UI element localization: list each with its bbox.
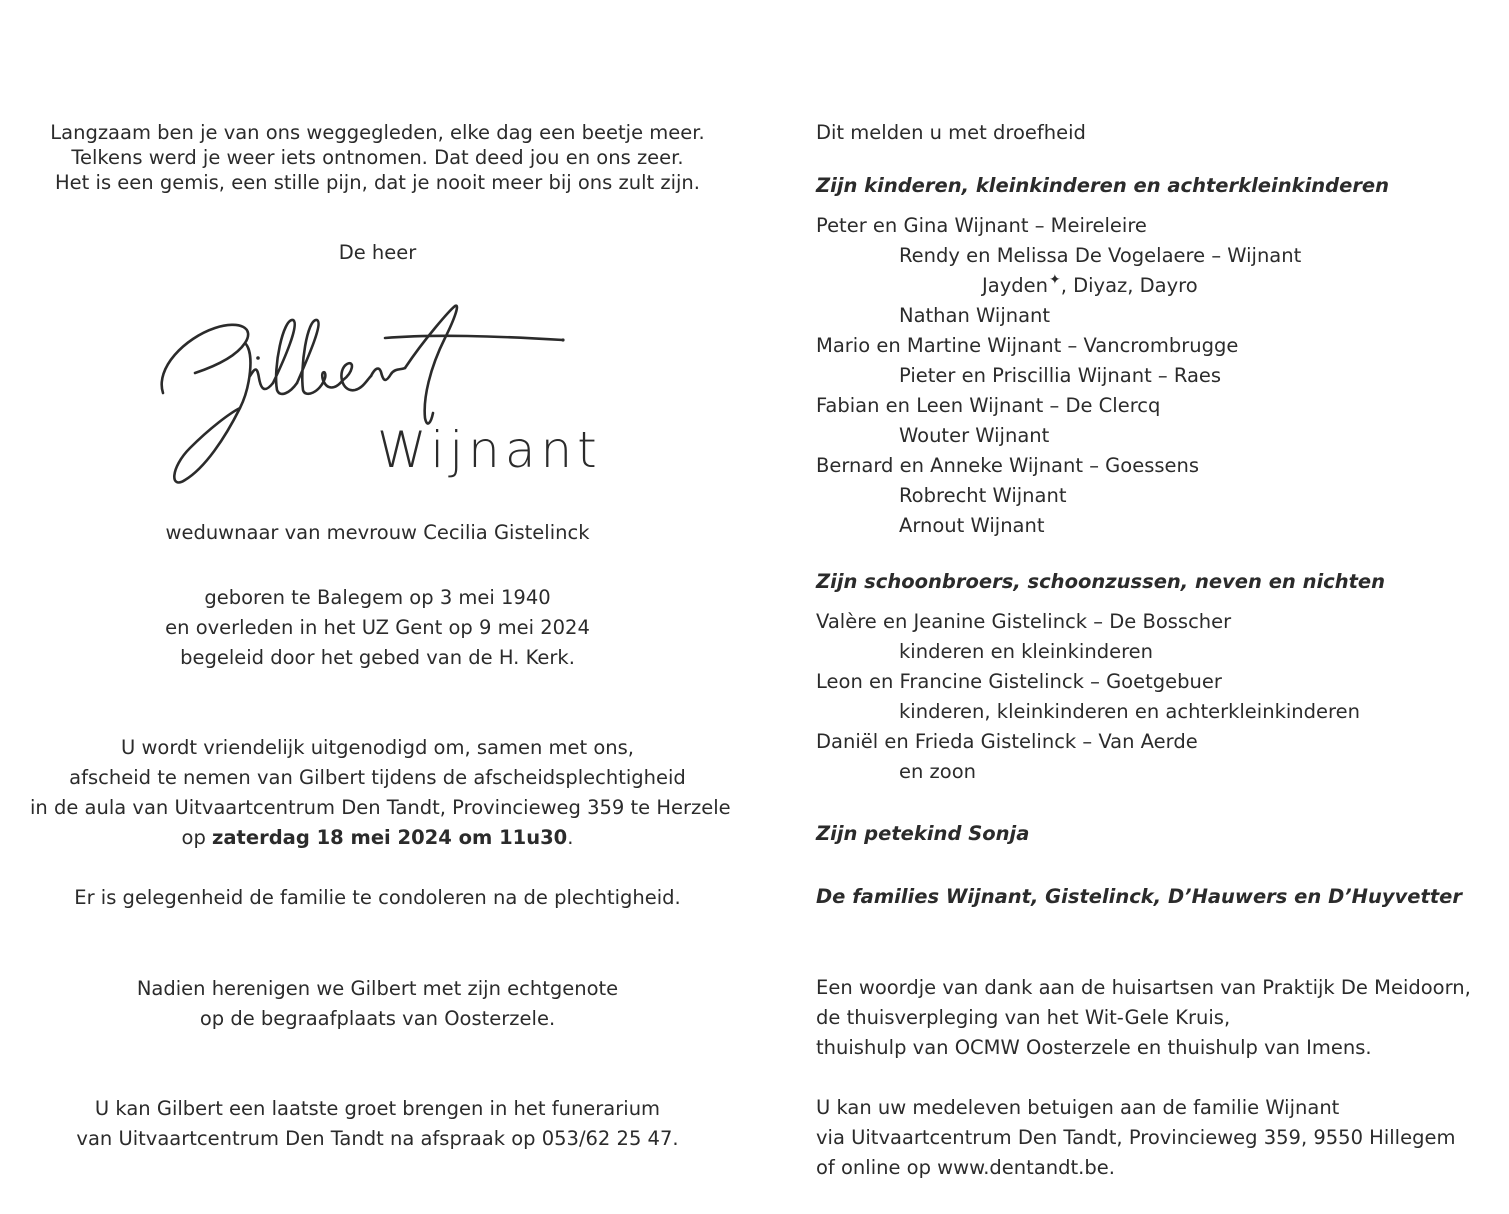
deceased-name: [155, 298, 602, 493]
sympathy-line: via Uitvaartcentrum Den Tandt, Provincieweg 359, 9550 Hillegem: [816, 1126, 1456, 1149]
family-line: Nathan Wijnant: [899, 304, 1051, 327]
invite-line: afscheid te nemen van Gilbert tijdens de afscheidsplechtigheid: [69, 766, 686, 789]
title-text: De heer: [338, 241, 417, 264]
date-prefix: op: [181, 826, 213, 849]
sympathy-line: of online op www.dentandt.be.: [816, 1156, 1115, 1179]
death-text: en overleden in het UZ Gent op 9 mei 2024: [165, 616, 590, 639]
inlaw-line: Daniël en Frieda Gistelinck – Van Aerde: [816, 730, 1198, 753]
grandchildren-rest: , Diyaz, Dayro: [1060, 274, 1198, 297]
family-line: Rendy en Melissa De Vogelaere – Wijnant: [899, 244, 1302, 267]
date-suffix: .: [567, 826, 574, 849]
farewell-line: U kan Gilbert een laatste groet brengen in het funerarium: [94, 1097, 661, 1120]
family-line: Bernard en Anneke Wijnant – Goessens: [816, 454, 1200, 477]
thanks-line: thuishulp van OCMW Oosterzele en thuishulp van Imens.: [816, 1036, 1372, 1059]
family-line: Pieter en Priscillia Wijnant – Raes: [899, 364, 1222, 387]
widower-text: weduwnaar van mevrouw Cecilia Gistelinck: [165, 521, 590, 544]
family-line: Fabian en Leen Wijnant – De Clercq: [816, 394, 1161, 417]
date-bold: zaterdag 18 mei 2024 om 11u30: [212, 826, 568, 849]
poem-line: Het is een gemis, een stille pijn, dat je nooit meer bij ons zult zijn.: [55, 171, 700, 194]
thanks-line: de thuisverpleging van het Wit-Gele Kruis,: [816, 1006, 1231, 1029]
family-line: Peter en Gina Wijnant – Meireleire: [816, 214, 1147, 237]
poem-line: Telkens werd je weer iets ontnomen. Dat deed jou en ons zeer.: [71, 146, 684, 169]
godchild-text: Zijn petekind Sonja: [816, 822, 1030, 845]
family-line: Arnout Wijnant: [899, 514, 1045, 537]
families-text: De families Wijnant, Gistelinck, D’Hauwers en D’Huyvetter: [816, 885, 1463, 908]
deceased-grandchild: Jayden: [982, 274, 1048, 297]
inlaw-line: Valère en Jeanine Gistelinck – De Bosscher: [816, 610, 1232, 633]
inlaw-line: kinderen, kleinkinderen en achterkleinkinderen: [899, 700, 1360, 723]
intro-text: Dit melden u met droefheid: [816, 121, 1086, 144]
invite-line: in de aula van Uitvaartcentrum Den Tandt, Provincieweg 359 te Herzele: [30, 796, 731, 819]
thanks-line: Een woordje van dank aan de huisartsen van Praktijk De Meidoorn,: [816, 976, 1471, 999]
ceremony-date: [30, 823, 725, 853]
farewell-line: van Uitvaartcentrum Den Tandt na afspraak op 053/62 25 47.: [76, 1127, 679, 1150]
invite-line: U wordt vriendelijk uitgenodigd om, samen met ons,: [121, 736, 634, 759]
church-text: begeleid door het gebed van de H. Kerk.: [180, 646, 575, 669]
heading-children: Zijn kinderen, kleinkinderen en achterkleinkinderen: [816, 174, 1390, 197]
inlaw-line: en zoon: [899, 760, 977, 783]
poem-line: Langzaam ben je van ons weggegleden, elke dag een beetje meer.: [50, 121, 705, 144]
inlaw-line: kinderen en kleinkinderen: [899, 640, 1154, 663]
family-line: [982, 271, 1198, 303]
family-line: Robrecht Wijnant: [899, 484, 1067, 507]
heading-inlaws: Zijn schoonbroers, schoonzussen, neven en nichten: [816, 570, 1386, 593]
sympathy-line: U kan uw medeleven betuigen aan de familie Wijnant: [816, 1096, 1340, 1119]
star-icon: ✦: [1048, 272, 1061, 288]
reunite-line: op de begraafplaats van Oosterzele.: [199, 1007, 556, 1030]
reunite-line: Nadien herenigen we Gilbert met zijn echtgenote: [136, 977, 619, 1000]
birth-text: geboren te Balegem op 3 mei 1940: [204, 586, 551, 609]
last-name: Wijnant: [377, 421, 602, 479]
inlaw-line: Leon en Francine Gistelinck – Goetgebuer: [816, 670, 1222, 693]
family-line: Mario en Martine Wijnant – Vancrombrugge: [816, 334, 1239, 357]
condolence-text: Er is gelegenheid de familie te condoleren na de plechtigheid.: [74, 886, 681, 909]
family-line: Wouter Wijnant: [899, 424, 1050, 447]
